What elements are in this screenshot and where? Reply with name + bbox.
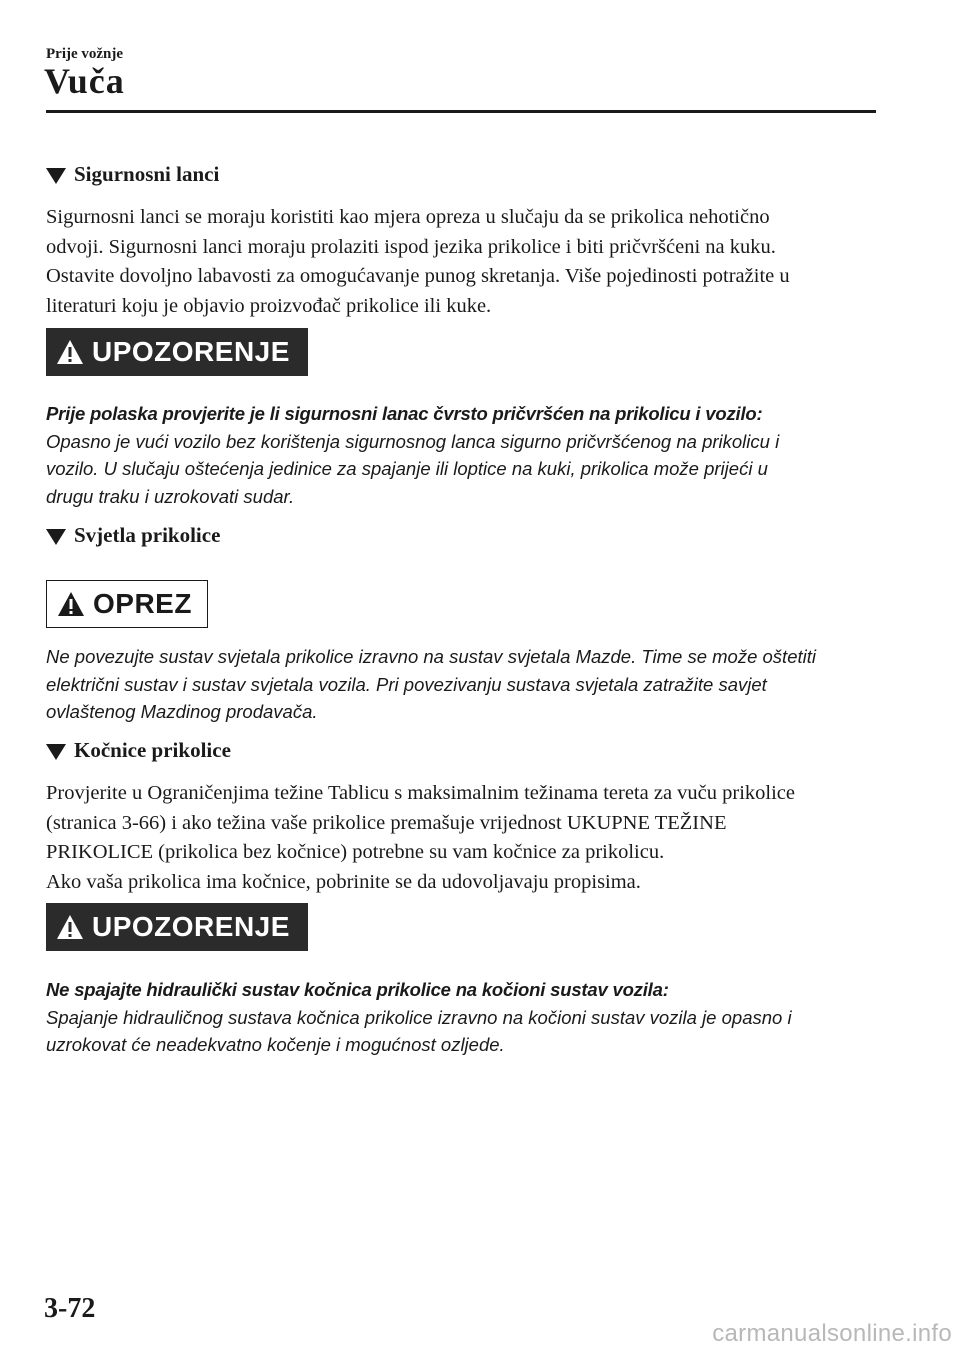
heading-text: Sigurnosni lanci: [74, 162, 220, 186]
text-line: odvoji. Sigurnosni lanci moraju prolaziti ispod jezika prikolice i biti pričvršćeni na kuku.: [46, 235, 776, 258]
watermark: carmanualsonline.info: [712, 1320, 952, 1347]
warning-badge: [46, 328, 308, 376]
text-line: PRIKOLICE (prikolica bez kočnice) potrebne su vam kočnice za prikolicu.: [46, 841, 665, 863]
section-label: Prije vožnje: [46, 46, 124, 62]
warning-label: UPOZORENJE: [92, 911, 290, 942]
text-line: Ostavite dovoljno labavosti za omogućavanje punog skretanja. Više pojedinosti potražite u: [46, 265, 790, 287]
text-line: ovlaštenog Mazdinog prodavača.: [46, 701, 318, 722]
triangle-bullet-icon: [46, 744, 66, 760]
triangle-bullet-icon: [46, 529, 66, 545]
warning-lead: Prije polaska provjerite je li sigurnosni lanac čvrsto pričvršćen na prikolicu i vozilo:: [46, 403, 763, 424]
page-number: 3-72: [44, 1293, 96, 1324]
text-line: Opasno je vući vozilo bez korištenja sigurnosnog lanca sigurno pričvršćenog na prikolicu i: [46, 430, 780, 452]
caution-badge: [46, 580, 208, 628]
text-line: drugu traku i uzrokovati sudar.: [46, 485, 295, 507]
warning-badge: [46, 903, 308, 951]
header-divider: [46, 110, 876, 113]
warning-label: UPOZORENJE: [92, 336, 290, 367]
trailer-brakes-warning-text: [46, 976, 886, 1059]
trailer-lights-caution-text: [46, 643, 886, 726]
heading-trailer-brakes: [46, 738, 231, 763]
text-line: Ako vaša prikolica ima kočnice, pobrinite se da udovoljavaju propisima.: [46, 870, 641, 893]
triangle-bullet-icon: [46, 168, 66, 184]
text-line: Sigurnosni lanci se moraju koristiti kao mjera opreza u slučaju da se prikolica nehotično: [46, 206, 770, 228]
trailer-brakes-paragraph: [46, 779, 876, 897]
text-line: literaturi koju je objavio proizvođač prikolice ili kuke.: [46, 294, 492, 317]
text-line: uzrokovat će neadekvatno kočenje i mogućnost ozljede.: [46, 1034, 505, 1055]
text-line: Ne povezujte sustav svjetala prikolice izravno na sustav svjetala Mazde. Time se može oštetiti: [46, 646, 816, 667]
text-line: (stranica 3-66) i ako težina vaše prikolice premašuje vrijednost UKUPNE TEŽINE: [46, 811, 727, 834]
heading-safety-chains: [46, 162, 219, 187]
caution-label: OPREZ: [93, 588, 192, 619]
safety-chains-paragraph: [46, 203, 876, 321]
warning-lead: Ne spajajte hidraulički sustav kočnica prikolice na kočioni sustav vozila:: [46, 979, 669, 1000]
text-line: vozilo. U slučaju oštećenja jedinice za spajanje ili loptice na kuki, prikolica može prijeći u: [46, 458, 768, 479]
warning-triangle-icon: [56, 339, 84, 365]
text-line: Provjerite u Ograničenjima težine Tablicu s maksimalnim težinama tereta za vuču prikolice: [46, 782, 796, 804]
text-line: Spajanje hidrauličnog sustava kočnica prikolice izravno na kočioni sustav vozila je opasno i: [46, 1006, 792, 1028]
heading-text: Kočnice prikolice: [74, 738, 231, 762]
heading-text: Svjetla prikolice: [74, 523, 221, 547]
text-line: električni sustav i sustav svjetala vozila. Pri povezivanju sustava svjetala zatražite savjet: [46, 673, 767, 695]
heading-trailer-lights: [46, 523, 220, 548]
warning-triangle-icon: [56, 914, 84, 940]
page-title: Vuča: [44, 61, 125, 101]
safety-chains-warning-text: [46, 400, 886, 510]
warning-triangle-icon: [57, 591, 85, 617]
